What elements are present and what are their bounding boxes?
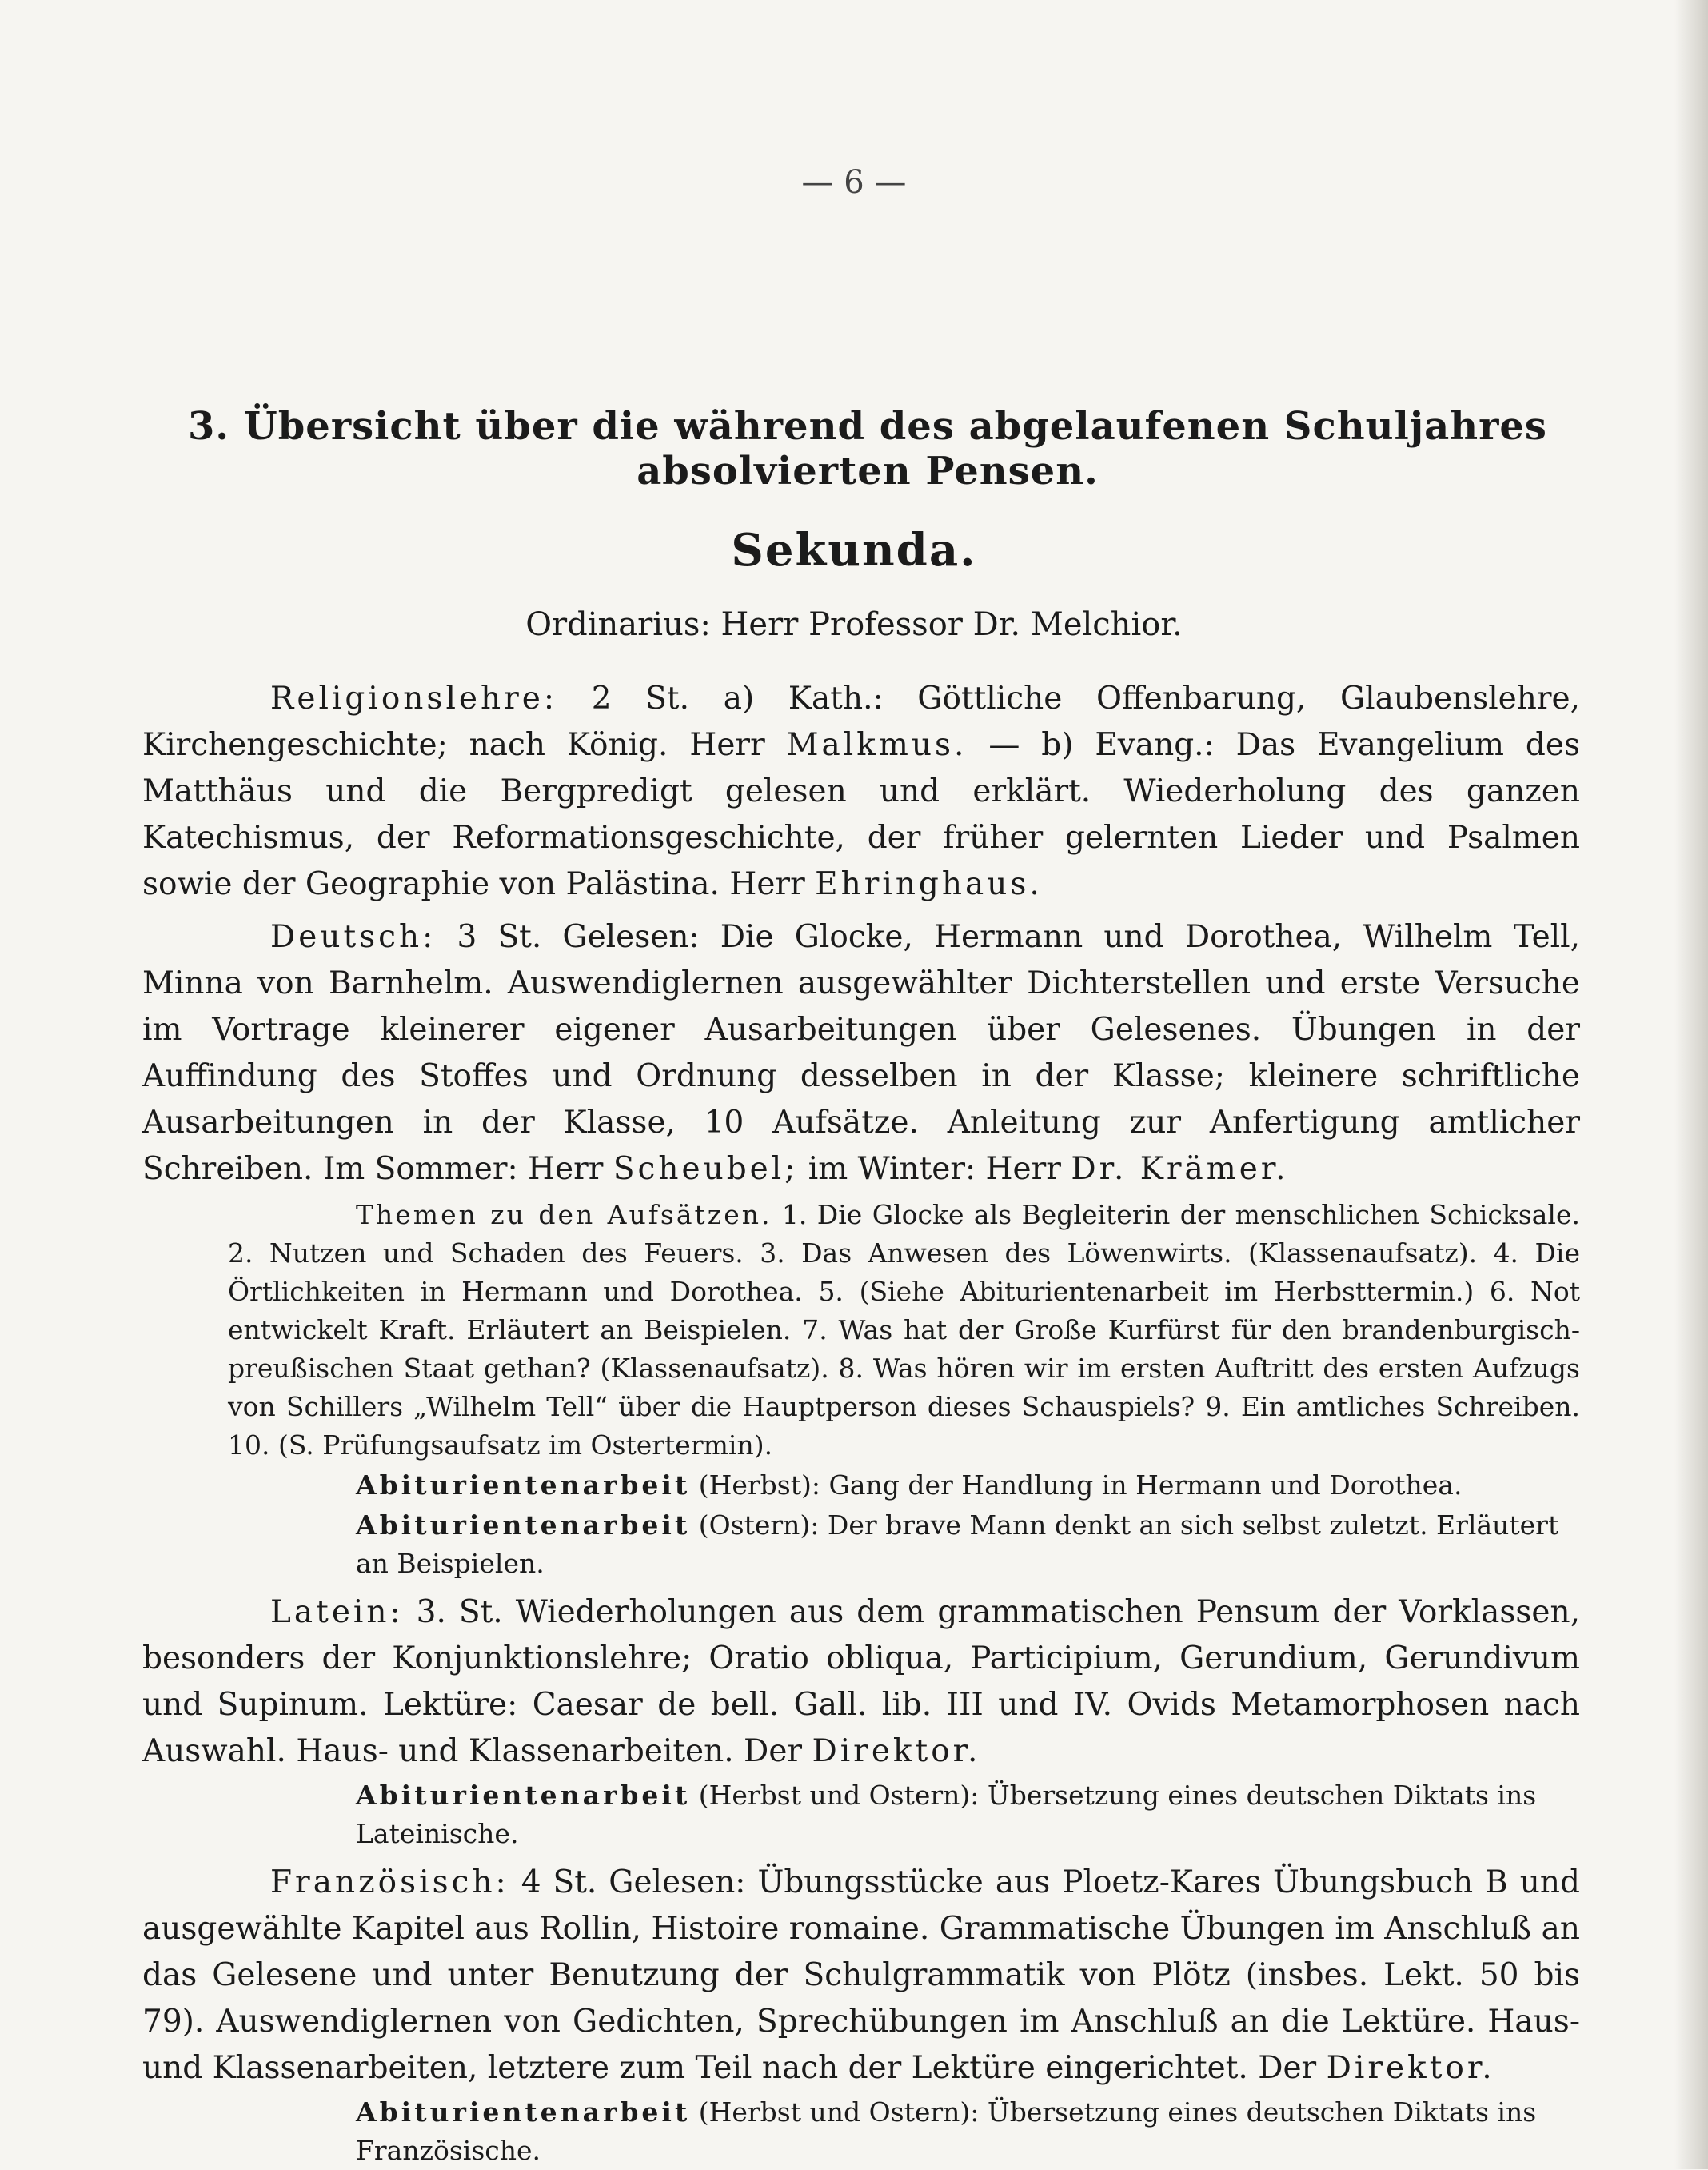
section-title: 3. Übersicht über die während des abgelaufenen Schuljahres absolvierten Pensen.: [188, 404, 1547, 494]
deutsch-abitur-ostern: [142, 1506, 1580, 1583]
franzoesisch-abitur-text: (Herbst und Ostern): Übersetzung eines deutschen Diktats ins Französische.: [356, 2096, 1537, 2166]
deutsch-paragraph: [142, 914, 1580, 1193]
deutsch-text-2: im Winter: Herr: [798, 1151, 1071, 1187]
deutsch-abitur-herbst-text: (Herbst): Gang der Handlung in Hermann und Dorothea.: [690, 1469, 1463, 1501]
deutsch-abitur-ostern-text: (Ostern): Der brave Mann denkt an sich selbst zuletzt. Erläutert an Beispielen.: [356, 1509, 1559, 1579]
franzoesisch-abitur-label: Abiturientenarbeit: [356, 2096, 691, 2128]
franzoesisch-teacher: Direktor.: [1326, 2050, 1495, 2086]
latein-abitur-text: (Herbst und Ostern): Übersetzung eines deutschen Diktats ins Lateinische.: [356, 1780, 1537, 1849]
deutsch-abitur-herbst-label: Abiturientenarbeit: [356, 1469, 691, 1501]
latein-subject: Latein:: [270, 1594, 404, 1630]
franzoesisch-subject: Französisch:: [270, 1864, 509, 1900]
deutsch-abitur-ostern-label: Abiturientenarbeit: [356, 1509, 691, 1541]
franzoesisch-abitur: [142, 2093, 1580, 2170]
class-title: Sekunda.: [731, 524, 977, 577]
deutsch-text-1: 3 St. Gelesen: Die Glocke, Hermann und Dorothea, Wilhelm Tell, Minna von Barnhelm. Auswendiglernen ausgewählter Dichterstellen und erste Versuche im Vortrage kleinerer eigener Ausarbeitungen über Gelesenes. Übungen in der Auffindung des Stoffes und Ordnung desselben in der Klasse; kleinere schriftliche Ausarbeitungen in der Klasse, 10 Aufsätze. Anleitung zur Anfertigung amtlicher Schreiben. Im Sommer: Herr: [142, 919, 1580, 1187]
deutsch-subject: Deutsch:: [270, 919, 437, 955]
religion-text-2: — b) Evang.: Das Evangelium des Matthäus und die Bergpredigt gelesen und erklärt. Wiederholung des ganzen Katechismus, der Reformationsgeschichte, der früher gelernten Lieder und Psalmen sowie der Geographie von Palästina. Herr: [142, 727, 1580, 902]
latein-paragraph: [142, 1589, 1580, 1775]
religion-paragraph: [142, 676, 1580, 908]
deutsch-teacher-1: Scheubel;: [613, 1151, 799, 1187]
deutsch-abitur-herbst: [142, 1466, 1580, 1505]
latein-teacher: Direktor.: [812, 1733, 981, 1769]
latein-abitur: [142, 1776, 1580, 1853]
page-number: — 6 —: [801, 164, 907, 201]
latein-abitur-label: Abiturientenarbeit: [356, 1780, 691, 1811]
religion-teacher-1: Malkmus.: [786, 727, 968, 763]
franzoesisch-text-1: 4 St. Gelesen: Übungsstücke aus Ploetz-Kares Übungsbuch B und ausgewählte Kapitel aus Rollin, Histoire romaine. Grammatische Übungen im Anschluß an das Gelesene und unter Benutzung der Schulgrammatik von Plötz (insbes. Lekt. 50 bis 79). Auswendiglernen von Gedichten, Sprechübungen im Anschluß an die Lektüre. Haus- und Klassenarbeiten, letztere zum Teil nach der Lektüre eingerichtet. Der: [142, 1864, 1580, 2086]
deutsch-teacher-2: Dr. Krämer.: [1071, 1151, 1289, 1187]
religion-subject: Religionslehre:: [270, 681, 557, 717]
essay-themes-text: 1. Die Glocke als Begleiterin der menschlichen Schicksale. 2. Nutzen und Schaden des Feuers. 3. Das Anwesen des Löwenwirts. (Klassenaufsatz). 4. Die Örtlichkeiten in Hermann und Dorothea. 5. (Siehe Abiturientenarbeit im Herbsttermin.) 6. Not entwickelt Kraft. Erläutert an Beispielen. 7. Was hat der Große Kurfürst für den brandenburgisch-preußischen Staat gethan? (Klassenaufsatz). 8. Was hören wir im ersten Auftritt des ersten Aufzugs von Schillers „Wilhelm Tell“ über die Hauptperson dieses Schauspiels? 9. Ein amtliches Schreiben. 10. (S. Prüfungsaufsatz im Ostertermin).: [228, 1199, 1580, 1461]
essay-themes: [142, 1196, 1580, 1465]
franzoesisch-paragraph: [142, 1860, 1580, 2092]
religion-teacher-2: Ehringhaus.: [815, 866, 1043, 902]
latein-text-1: 3. St. Wiederholungen aus dem grammatischen Pensum der Vorklassen, besonders der Konjunktionslehre; Oratio obliqua, Participium, Gerundium, Gerundivum und Supinum. Lektüre: Caesar de bell. Gall. lib. III und IV. Ovids Metamorphosen nach Auswahl. Haus- und Klassenarbeiten. Der: [142, 1594, 1580, 1769]
curriculum-body: [142, 676, 1580, 2170]
ordinarius-line: Ordinarius: Herr Professor Dr. Melchior.: [525, 606, 1183, 643]
religion-text-1: 2 St. a) Kath.: Göttliche Offenbarung, Glaubenslehre, Kirchengeschichte; nach König. Herr: [142, 681, 1580, 763]
page-edge-shadow: [1674, 0, 1708, 2169]
essay-themes-label: Themen zu den Aufsätzen.: [356, 1199, 772, 1230]
